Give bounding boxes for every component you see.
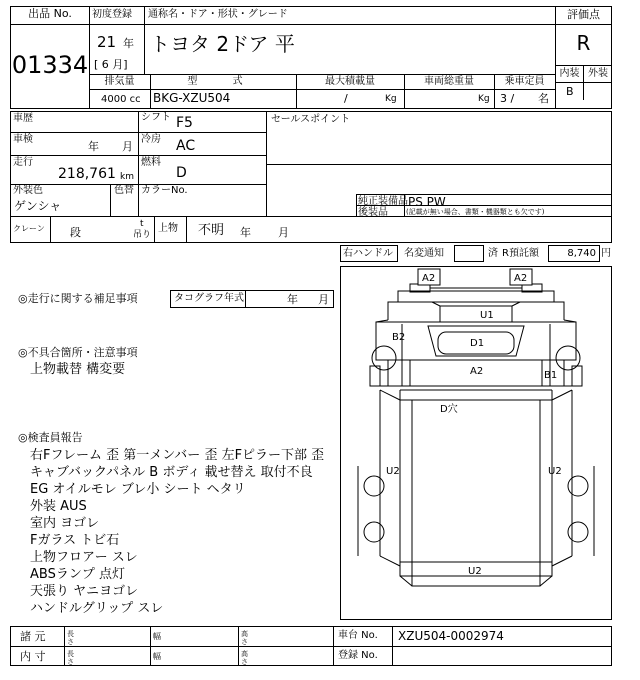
aircon-value: AC <box>176 138 196 154</box>
inspector-line: 上物フロアー スレ <box>30 550 138 565</box>
interior-value: B <box>566 85 574 98</box>
max-load-value: / <box>344 92 348 105</box>
max-load-unit: Kg <box>385 94 397 104</box>
reg-year: 21 <box>97 33 117 51</box>
name-change-mark: 済 <box>488 248 498 259</box>
chassis-value: XZU504-0002974 <box>398 629 504 643</box>
interior-label: 内装 <box>559 68 580 79</box>
mileage-value: 218,761 <box>58 166 116 182</box>
aftermarket-label: 後装品 <box>358 207 388 218</box>
inspector-line: ハンドルグリップ スレ <box>30 601 164 616</box>
damage-mark: D1 <box>470 338 485 349</box>
capacity-label: 乗車定員 <box>504 76 545 87</box>
aircon-label: 冷房 <box>141 134 161 145</box>
upper-label: 上物 <box>158 223 178 234</box>
ext-color-label: 外装色 <box>13 185 43 196</box>
displacement-label: 排気量 <box>104 76 135 87</box>
tachograph-label: タコグラフ年式 <box>174 293 244 304</box>
inspector-line: 室内 ヨゴレ <box>30 516 100 531</box>
running-title: ◎走行に関する補足事項 <box>18 292 138 305</box>
crane-label: クレーン <box>13 224 45 233</box>
inspection-year: 年 <box>88 140 99 153</box>
tachograph-month: 月 <box>318 293 329 306</box>
tachograph-year: 年 <box>287 293 298 306</box>
standard-equip-value: PS PW <box>408 195 446 209</box>
color-change-label: 色替 <box>114 185 134 196</box>
capacity-unit: 名 <box>538 92 549 105</box>
color-code-label: カラーNo. <box>141 185 188 196</box>
damage-mark: U2 <box>468 566 482 577</box>
damage-mark: U2 <box>386 466 400 477</box>
aftermarket-note: (記載が無い場合、書類・機器類とも欠です) <box>406 208 545 216</box>
reg-no-label: 登録 No. <box>338 650 378 661</box>
lot-number: 01334 <box>11 51 89 79</box>
name-change-label: 名変通知 <box>404 248 444 259</box>
damage-mark: D穴 <box>440 404 458 415</box>
dims-label: 諸 元 <box>20 630 46 643</box>
shift-value: F5 <box>176 115 193 131</box>
defects-list <box>30 361 125 378</box>
capacity-value: 3 / <box>500 92 515 105</box>
name-change-box <box>454 245 484 262</box>
inspector-line: ABSランプ 点灯 <box>30 567 125 582</box>
interior-height-label: 高さ <box>241 650 248 666</box>
crane-t: t <box>140 219 144 229</box>
gross-weight-label: 車両総重量 <box>424 76 474 87</box>
inspector-line: キャブバックパネル B ボディ 載せ替え 取付不良 <box>30 465 313 480</box>
interior-dims-label: 内 寸 <box>20 650 46 663</box>
upper-value: 不明 <box>198 223 225 238</box>
dims-width-label: 幅 <box>153 632 161 641</box>
defects-title: ◎不具合箇所・注意事項 <box>18 346 138 359</box>
crane-stage: 段 <box>70 226 81 239</box>
fuel-label: 燃料 <box>141 157 161 168</box>
damage-mark: B2 <box>392 332 406 343</box>
reg-month: [ 6 月] <box>94 58 128 71</box>
grade-label: 評価点 <box>567 8 600 21</box>
mileage-label: 走行 <box>13 157 33 168</box>
inspector-line: 天張り ヤニヨゴレ <box>30 584 139 599</box>
damage-mark: A2 <box>470 366 484 377</box>
inspector-line: EG オイルモレ ブレ小 シート ヘタリ <box>30 482 246 497</box>
damage-mark: A2 <box>422 273 436 284</box>
damage-mark: B1 <box>544 370 558 381</box>
recycle-label: R預託額 <box>502 248 539 259</box>
displacement-value: 4000 cc <box>101 94 141 105</box>
inspection-label: 車検 <box>13 134 33 145</box>
recycle-value: 8,740 <box>567 248 596 259</box>
chassis-label: 車台 No. <box>338 630 378 641</box>
model-code-value: BKG-XZU504 <box>153 91 231 105</box>
interior-length-label: 長さ <box>67 650 74 666</box>
fuel-value: D <box>176 165 187 181</box>
gross-weight-unit: Kg <box>478 94 490 104</box>
defect-line: 上物載替 構変要 <box>30 362 126 377</box>
inspection-month: 月 <box>122 140 133 153</box>
sales-point-label: セールスポイント <box>271 114 351 125</box>
max-load-label: 最大積載量 <box>325 76 375 87</box>
dims-height-label: 高さ <box>241 630 248 646</box>
ext-color-value: ゲンシャ <box>14 199 62 213</box>
upper-month: 月 <box>278 226 289 239</box>
model-code-label: 型 式 <box>187 76 259 87</box>
upper-year: 年 <box>240 226 251 239</box>
grade-value: R <box>576 31 591 55</box>
damage-mark: U2 <box>548 466 562 477</box>
reg-year-unit: 年 <box>123 37 134 50</box>
standard-equip-label: 純正装備品 <box>358 196 408 207</box>
interior-width-label: 幅 <box>153 652 161 661</box>
right-hand-label: 右ハンドル <box>343 248 393 259</box>
recycle-unit: 円 <box>601 248 611 259</box>
model-name: トヨタ 2ドア 平 <box>150 32 295 56</box>
lot-label: 出品 No. <box>28 7 72 20</box>
inspector-list <box>30 447 324 617</box>
mileage-unit: km <box>120 172 134 182</box>
shift-label: シフト <box>141 112 171 123</box>
inspector-line: 右Fフレーム 歪 第一メンバー 歪 左Fピラー下部 歪 <box>30 448 325 463</box>
inspector-line: 外装 AUS <box>30 499 87 514</box>
crane-hoist: 吊り <box>133 230 152 240</box>
damage-mark: A2 <box>514 273 528 284</box>
dims-length-label: 長さ <box>67 630 74 646</box>
first-reg-label: 初度登録 <box>92 9 132 20</box>
inspector-title: ◎検査員報告 <box>18 431 83 444</box>
truck-damage-diagram <box>340 266 612 620</box>
model-desc-label: 通称名・ドア・形状・グレード <box>148 9 288 20</box>
history-label: 車歴 <box>13 113 33 124</box>
exterior-label: 外装 <box>588 68 608 79</box>
inspector-line: Fガラス トビ石 <box>30 533 120 548</box>
damage-mark: U1 <box>480 310 494 321</box>
